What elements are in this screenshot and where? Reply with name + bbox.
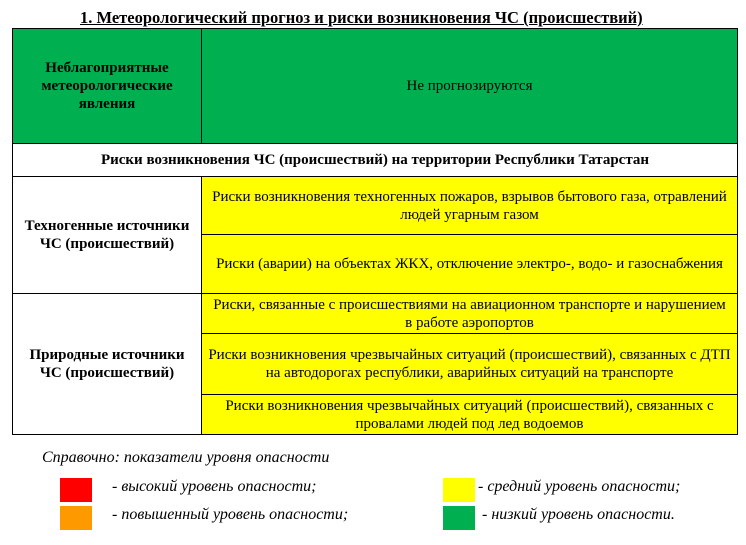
risk-cell [201, 333, 738, 395]
legend-title: Справочно: показатели уровня опасности [42, 449, 330, 466]
risk-cell [201, 293, 738, 334]
risk-cell [201, 234, 738, 294]
risk-text: Риски возникновения чрезвычайных ситуаций (происшествий), связанных с провалами людей под лед водоемов [225, 397, 714, 432]
weather-label: Неблагоприятные метеорологические явления [41, 60, 173, 112]
legend-label-elevated: - повышенный уровень опасности; [112, 506, 349, 523]
risk-text: Риски (аварии) на объектах ЖКХ, отключение электро-, водо- и газоснабжения [216, 256, 723, 272]
group-label-natural: Природные источники ЧС (происшествий) [29, 347, 185, 381]
page-title: 1. Метеорологический прогноз и риски возникновения ЧС (происшествий) [80, 8, 643, 27]
group-label-cell [12, 293, 202, 435]
legend-swatch-low [443, 506, 475, 530]
risk-cell [201, 394, 738, 435]
risk-text: Риски возникновения техногенных пожаров, взрывов бытового газа, отравлений людей угарным газом [212, 188, 727, 223]
risks-header-cell [12, 143, 738, 177]
risks-header: Риски возникновения ЧС (происшествий) на территории Республики Татарстан [100, 152, 650, 168]
risk-text: Риски, связанные с происшествиями на авиационном транспорте и нарушением в работе аэропортов [213, 296, 726, 331]
legend-swatch-elevated [60, 506, 92, 530]
legend-swatch-high [60, 478, 92, 502]
risk-text: Риски возникновения чрезвычайных ситуаций (происшествий), связанных с ДТП на автодорогах республики, аварийных ситуаций на транспорте [208, 347, 731, 381]
group-label-cell [12, 176, 202, 294]
weather-value: Не прогнозируются [406, 78, 533, 94]
risk-table [12, 28, 738, 435]
legend-label-high: - высокий уровень опасности; [112, 478, 317, 495]
legend-label-medium: - средний уровень опасности; [478, 478, 681, 495]
risk-cell [201, 176, 738, 235]
weather-label-cell [12, 28, 202, 144]
legend-label-low: - низкий уровень опасности. [482, 506, 675, 523]
group-label-technogenic: Техногенные источники ЧС (происшествий) [24, 218, 190, 252]
weather-value-cell [201, 28, 738, 144]
legend-swatch-medium [443, 478, 475, 502]
